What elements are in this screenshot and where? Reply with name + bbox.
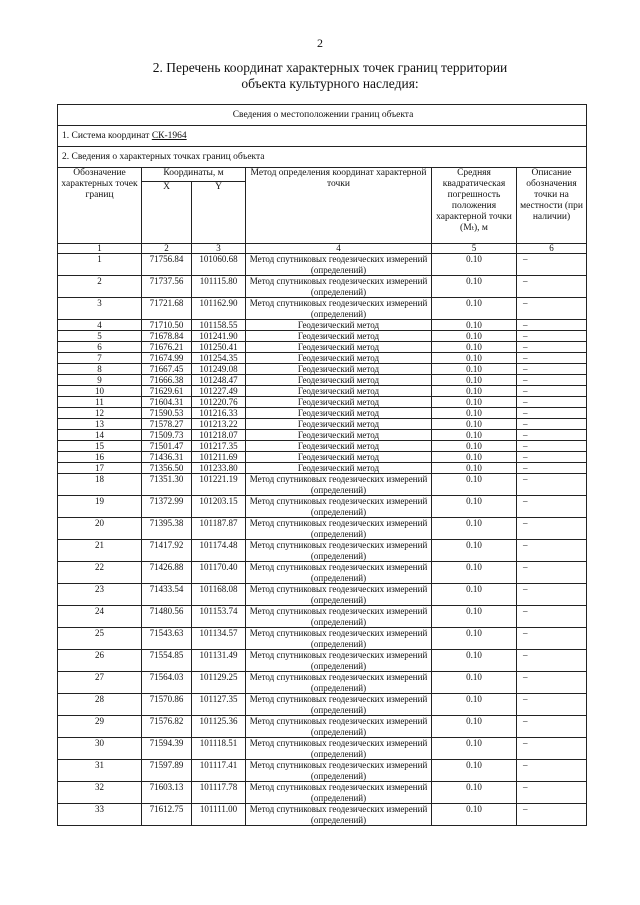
y-coordinate-cell: 101233.80 [192,463,246,474]
point-number-cell: 19 [58,496,142,518]
point-number-cell: 33 [58,804,142,826]
error-cell: 0.10 [432,419,517,430]
method-cell: Геодезический метод [246,430,432,441]
method-cell: Метод спутниковых геодезических измерений (определений) [246,804,432,826]
description-cell: – [517,364,587,375]
table-row [58,364,587,375]
coord-system-row [58,126,587,147]
description-cell: – [517,650,587,672]
error-cell: 0.10 [432,804,517,826]
method-cell: Метод спутниковых геодезических измерений (определений) [246,606,432,628]
method-cell: Геодезический метод [246,397,432,408]
x-coordinate-cell: 71501.47 [142,441,192,452]
point-number-cell: 14 [58,430,142,441]
table-row [58,738,587,760]
description-cell: – [517,738,587,760]
table-row [58,694,587,716]
description-cell: – [517,276,587,298]
table-row [58,331,587,342]
table-row [58,298,587,320]
point-number-cell: 1 [58,254,142,276]
description-cell: – [517,496,587,518]
method-cell: Метод спутниковых геодезических измерений (определений) [246,254,432,276]
method-cell: Геодезический метод [246,419,432,430]
point-number-cell: 32 [58,782,142,804]
table-row [58,353,587,364]
y-coordinate-cell: 101211.69 [192,452,246,463]
table-row [58,397,587,408]
x-coordinate-cell: 71629.61 [142,386,192,397]
coord-system-label: 1. Система координат [62,130,152,141]
x-coordinate-cell: 71570.86 [142,694,192,716]
point-number-cell: 30 [58,738,142,760]
column-numbers-row [58,244,587,254]
error-cell: 0.10 [432,276,517,298]
method-cell: Геодезический метод [246,452,432,463]
column-number: 2 [142,244,192,254]
method-cell: Метод спутниковых геодезических измерений (определений) [246,584,432,606]
description-cell: – [517,353,587,364]
table-row [58,650,587,672]
table-row [58,254,587,276]
y-coordinate-cell: 101127.35 [192,694,246,716]
method-cell: Метод спутниковых геодезических измерений (определений) [246,738,432,760]
description-cell: – [517,562,587,584]
description-cell: – [517,331,587,342]
page-number: 2 [317,36,323,50]
error-cell: 0.10 [432,441,517,452]
description-cell: – [517,628,587,650]
method-cell: Метод спутниковых геодезических измерений (определений) [246,650,432,672]
method-cell: Геодезический метод [246,320,432,331]
x-coordinate-cell: 71509.73 [142,430,192,441]
y-coordinate-cell: 101170.40 [192,562,246,584]
y-coordinate-cell: 101218.07 [192,430,246,441]
method-cell: Метод спутниковых геодезических измерений (определений) [246,540,432,562]
point-number-cell: 15 [58,441,142,452]
y-coordinate-cell: 101216.33 [192,408,246,419]
y-coordinate-cell: 101125.36 [192,716,246,738]
y-coordinate-cell: 101115.80 [192,276,246,298]
method-cell: Геодезический метод [246,331,432,342]
y-coordinate-cell: 101131.49 [192,650,246,672]
description-cell: – [517,342,587,353]
description-cell: – [517,397,587,408]
method-cell: Метод спутниковых геодезических измерений (определений) [246,562,432,584]
x-coordinate-cell: 71480.56 [142,606,192,628]
description-cell: – [517,716,587,738]
error-cell: 0.10 [432,397,517,408]
y-coordinate-cell: 101158.55 [192,320,246,331]
column-number: 1 [58,244,142,254]
error-cell: 0.10 [432,628,517,650]
point-number-cell: 12 [58,408,142,419]
description-cell: – [517,584,587,606]
y-coordinate-cell: 101213.22 [192,419,246,430]
description-cell: – [517,298,587,320]
table-row [58,452,587,463]
description-cell: – [517,694,587,716]
header-y: Y [192,182,246,244]
y-coordinate-cell: 101117.41 [192,760,246,782]
x-coordinate-cell: 71710.50 [142,320,192,331]
x-coordinate-cell: 71603.13 [142,782,192,804]
error-cell: 0.10 [432,331,517,342]
method-cell: Метод спутниковых геодезических измерений (определений) [246,694,432,716]
method-cell: Геодезический метод [246,353,432,364]
point-number-cell: 13 [58,419,142,430]
error-cell: 0.10 [432,364,517,375]
method-cell: Метод спутниковых геодезических измерений (определений) [246,298,432,320]
point-number-cell: 17 [58,463,142,474]
table-row [58,320,587,331]
error-cell: 0.10 [432,760,517,782]
x-coordinate-cell: 71594.39 [142,738,192,760]
x-coordinate-cell: 71737.56 [142,276,192,298]
x-coordinate-cell: 71674.99 [142,353,192,364]
y-coordinate-cell: 101174.48 [192,540,246,562]
column-number: 4 [246,244,432,254]
x-coordinate-cell: 71356.50 [142,463,192,474]
error-cell: 0.10 [432,606,517,628]
x-coordinate-cell: 71576.82 [142,716,192,738]
y-coordinate-cell: 101220.76 [192,397,246,408]
error-cell: 0.10 [432,562,517,584]
table-row [58,441,587,452]
error-cell: 0.10 [432,342,517,353]
table-row [58,540,587,562]
description-cell: – [517,254,587,276]
table-row [58,430,587,441]
description-cell: – [517,606,587,628]
y-coordinate-cell: 101250.41 [192,342,246,353]
x-coordinate-cell: 71597.89 [142,760,192,782]
y-coordinate-cell: 101217.35 [192,441,246,452]
table-row [58,782,587,804]
x-coordinate-cell: 71578.27 [142,419,192,430]
table-row [58,584,587,606]
description-cell: – [517,375,587,386]
point-number-cell: 27 [58,672,142,694]
description-cell: – [517,452,587,463]
point-number-cell: 16 [58,452,142,463]
x-coordinate-cell: 71604.31 [142,397,192,408]
point-number-cell: 20 [58,518,142,540]
error-cell: 0.10 [432,408,517,419]
description-cell: – [517,320,587,331]
description-cell: – [517,782,587,804]
y-coordinate-cell: 101187.87 [192,518,246,540]
y-coordinate-cell: 101060.68 [192,254,246,276]
method-cell: Геодезический метод [246,386,432,397]
method-cell: Геодезический метод [246,408,432,419]
column-number: 6 [517,244,587,254]
x-coordinate-cell: 71590.53 [142,408,192,419]
x-coordinate-cell: 71417.92 [142,540,192,562]
column-number: 5 [432,244,517,254]
error-cell: 0.10 [432,518,517,540]
header-error: Средняя квадратическая погрешность положения характерной точки (Mₜ), м [432,168,517,244]
error-cell: 0.10 [432,254,517,276]
error-cell: 0.10 [432,298,517,320]
x-coordinate-cell: 71426.88 [142,562,192,584]
point-number-cell: 6 [58,342,142,353]
table-row [58,496,587,518]
method-cell: Метод спутниковых геодезических измерений (определений) [246,760,432,782]
table-row [58,606,587,628]
description-cell: – [517,408,587,419]
y-coordinate-cell: 101254.35 [192,353,246,364]
header-x: X [142,182,192,244]
table-row [58,760,587,782]
y-coordinate-cell: 101111.00 [192,804,246,826]
method-cell: Метод спутниковых геодезических измерений (определений) [246,276,432,298]
point-number-cell: 5 [58,331,142,342]
point-number-cell: 11 [58,397,142,408]
error-cell: 0.10 [432,452,517,463]
error-cell: 0.10 [432,430,517,441]
error-cell: 0.10 [432,320,517,331]
table-row [58,463,587,474]
x-coordinate-cell: 71666.38 [142,375,192,386]
table-row [58,518,587,540]
description-cell: – [517,386,587,397]
error-cell: 0.10 [432,463,517,474]
description-cell: – [517,474,587,496]
description-cell: – [517,441,587,452]
method-cell: Геодезический метод [246,364,432,375]
y-coordinate-cell: 101203.15 [192,496,246,518]
title-line-2: объекта культурного наследия: [241,76,419,91]
method-cell: Геодезический метод [246,342,432,353]
description-cell: – [517,760,587,782]
description-cell: – [517,463,587,474]
point-number-cell: 9 [58,375,142,386]
table-row [58,386,587,397]
points-section-title: 2. Сведения о характерных точках границ объекта [58,147,587,168]
x-coordinate-cell: 71676.21 [142,342,192,353]
header-designation: Обозначение характерных точек границ [58,168,142,244]
error-cell: 0.10 [432,375,517,386]
y-coordinate-cell: 101117.78 [192,782,246,804]
x-coordinate-cell: 71554.85 [142,650,192,672]
header-method: Метод определения координат характерной точки [246,168,432,244]
title-line-1: 2. Перечень координат характерных точек границ территории [152,60,508,75]
point-number-cell: 22 [58,562,142,584]
table-row [58,408,587,419]
description-cell: – [517,804,587,826]
point-number-cell: 4 [58,320,142,331]
y-coordinate-cell: 101162.90 [192,298,246,320]
point-number-cell: 10 [58,386,142,397]
method-cell: Метод спутниковых геодезических измерений (определений) [246,474,432,496]
error-cell: 0.10 [432,672,517,694]
table-row [58,419,587,430]
error-cell: 0.10 [432,540,517,562]
method-cell: Геодезический метод [246,375,432,386]
method-cell: Метод спутниковых геодезических измерений (определений) [246,716,432,738]
error-cell: 0.10 [432,474,517,496]
table-row [58,342,587,353]
x-coordinate-cell: 71564.03 [142,672,192,694]
table-row [58,672,587,694]
method-cell: Геодезический метод [246,463,432,474]
y-coordinate-cell: 101241.90 [192,331,246,342]
x-coordinate-cell: 71372.99 [142,496,192,518]
x-coordinate-cell: 71612.75 [142,804,192,826]
y-coordinate-cell: 101168.08 [192,584,246,606]
coord-system-value: СК-1964 [151,130,187,141]
point-number-cell: 7 [58,353,142,364]
point-number-cell: 25 [58,628,142,650]
error-cell: 0.10 [432,716,517,738]
x-coordinate-cell: 71721.68 [142,298,192,320]
point-number-cell: 23 [58,584,142,606]
table-row [58,628,587,650]
x-coordinate-cell: 71678.84 [142,331,192,342]
error-cell: 0.10 [432,353,517,364]
y-coordinate-cell: 101134.57 [192,628,246,650]
method-cell: Геодезический метод [246,441,432,452]
error-cell: 0.10 [432,738,517,760]
point-number-cell: 21 [58,540,142,562]
point-number-cell: 3 [58,298,142,320]
y-coordinate-cell: 101129.25 [192,672,246,694]
method-cell: Метод спутниковых геодезических измерений (определений) [246,518,432,540]
point-number-cell: 2 [58,276,142,298]
x-coordinate-cell: 71433.54 [142,584,192,606]
point-number-cell: 26 [58,650,142,672]
error-cell: 0.10 [432,782,517,804]
description-cell: – [517,419,587,430]
table-row [58,804,587,826]
error-cell: 0.10 [432,496,517,518]
y-coordinate-cell: 101153.74 [192,606,246,628]
error-cell: 0.10 [432,584,517,606]
x-coordinate-cell: 71756.84 [142,254,192,276]
x-coordinate-cell: 71667.45 [142,364,192,375]
description-cell: – [517,672,587,694]
table-row [58,375,587,386]
coordinates-table [57,104,587,826]
y-coordinate-cell: 101249.08 [192,364,246,375]
x-coordinate-cell: 71436.31 [142,452,192,463]
x-coordinate-cell: 71395.38 [142,518,192,540]
header-coordinates: Координаты, м [142,168,246,182]
description-cell: – [517,518,587,540]
description-cell: – [517,430,587,441]
method-cell: Метод спутниковых геодезических измерений (определений) [246,628,432,650]
error-cell: 0.10 [432,694,517,716]
y-coordinate-cell: 101221.19 [192,474,246,496]
description-cell: – [517,540,587,562]
error-cell: 0.10 [432,650,517,672]
column-number: 3 [192,244,246,254]
header-description: Описание обозначения точки на местности (при наличии) [517,168,587,244]
y-coordinate-cell: 101227.49 [192,386,246,397]
section-title: Сведения о местоположении границ объекта [58,105,587,126]
point-number-cell: 28 [58,694,142,716]
table-row [58,276,587,298]
table-row [58,716,587,738]
method-cell: Метод спутниковых геодезических измерений (определений) [246,782,432,804]
x-coordinate-cell: 71351.30 [142,474,192,496]
point-number-cell: 24 [58,606,142,628]
method-cell: Метод спутниковых геодезических измерений (определений) [246,672,432,694]
table-row [58,474,587,496]
y-coordinate-cell: 101248.47 [192,375,246,386]
method-cell: Метод спутниковых геодезических измерений (определений) [246,496,432,518]
x-coordinate-cell: 71543.63 [142,628,192,650]
point-number-cell: 29 [58,716,142,738]
point-number-cell: 31 [58,760,142,782]
y-coordinate-cell: 101118.51 [192,738,246,760]
table-row [58,562,587,584]
point-number-cell: 18 [58,474,142,496]
document-title [120,60,540,92]
point-number-cell: 8 [58,364,142,375]
error-cell: 0.10 [432,386,517,397]
